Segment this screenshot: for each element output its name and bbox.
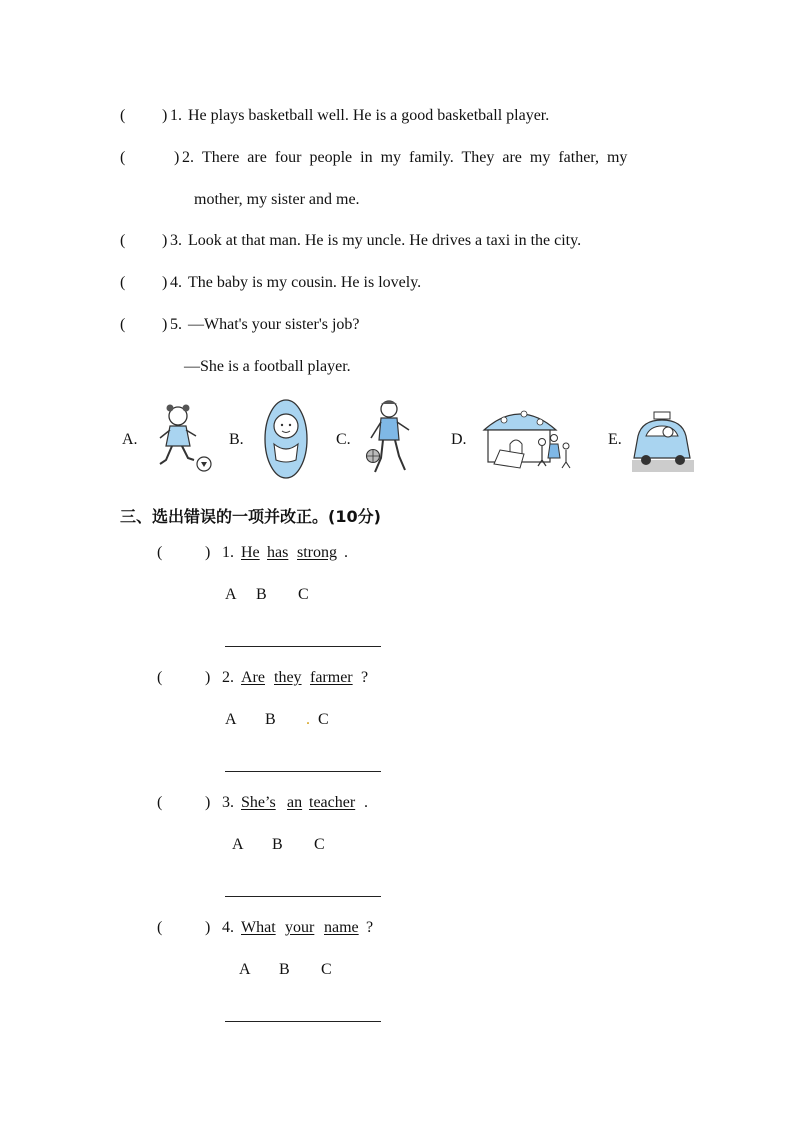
item-number: 1.: [170, 107, 182, 124]
answer-paren-close: ): [174, 149, 180, 166]
answer-paren-open: (: [157, 919, 163, 936]
option-word-b: your: [285, 919, 315, 936]
item-number: 3.: [170, 232, 182, 249]
answer-paren-open: (: [120, 107, 126, 124]
sentence-end: ?: [366, 919, 374, 936]
stray-dot: .: [306, 711, 310, 728]
correction-line[interactable]: [225, 896, 381, 897]
letter-b: B: [256, 586, 267, 603]
letter-a: A: [239, 961, 251, 978]
option-word-a: He: [241, 544, 260, 561]
option-word-b: an: [287, 794, 303, 811]
option-word-a: Are: [241, 669, 265, 686]
sentence-end: .: [344, 544, 348, 561]
item-number: 2.: [222, 669, 234, 686]
answer-paren-close: ): [205, 794, 211, 811]
option-word-a: What: [241, 919, 276, 936]
option-word-c: name: [324, 919, 359, 936]
item-number: 4.: [222, 919, 234, 936]
answer-paren-open: (: [120, 274, 126, 291]
answer-paren-close: ): [205, 669, 211, 686]
option-label-e: E.: [608, 431, 622, 448]
sentence-text: Look at that man. He is my uncle. He drives a taxi in the city.: [188, 232, 582, 249]
answer-paren-open: (: [120, 232, 126, 249]
answer-paren-close: ): [162, 316, 168, 333]
option-label-c: C.: [336, 431, 351, 448]
item-number: 5.: [170, 316, 182, 333]
option-word-a: She’s: [241, 794, 276, 811]
answer-paren-close: ): [162, 232, 168, 249]
sentence-end: .: [364, 794, 368, 811]
letter-a: A: [225, 586, 237, 603]
sentence-end: ?: [361, 669, 369, 686]
answer-paren-open: (: [157, 544, 163, 561]
answer-paren-close: ): [162, 274, 168, 291]
answer-paren-open: (: [157, 669, 163, 686]
sentence-text-continued: mother, my sister and me.: [194, 191, 360, 208]
option-label-b: B.: [229, 431, 244, 448]
answer-paren-open: (: [120, 149, 126, 166]
option-word-c: farmer: [310, 669, 353, 686]
item-number: 1.: [222, 544, 234, 561]
sentence-text: He plays basketball well. He is a good basketball player.: [188, 107, 550, 124]
baby-icon: [262, 398, 310, 480]
answer-paren-close: ): [162, 107, 168, 124]
letter-c: C: [298, 586, 309, 603]
item-number: 2.: [182, 149, 194, 166]
letter-b: B: [272, 836, 283, 853]
option-word-c: teacher: [309, 794, 356, 811]
option-word-b: has: [267, 544, 289, 561]
option-label-a: A.: [122, 431, 138, 448]
item-number: 4.: [170, 274, 182, 291]
letter-c: C: [314, 836, 325, 853]
family-house-icon: [480, 404, 576, 472]
sentence-text: There are four people in my family. They are my father, my: [202, 149, 628, 166]
letter-c: C: [321, 961, 332, 978]
section-heading: 三、选出错误的一项并改正。(10分): [120, 507, 381, 526]
correction-line[interactable]: [225, 771, 381, 772]
sentence-text: The baby is my cousin. He is lovely.: [188, 274, 422, 291]
letter-b: B: [265, 711, 276, 728]
dialog-question: —What's your sister's job?: [188, 316, 360, 333]
letter-a: A: [225, 711, 237, 728]
correction-line[interactable]: [225, 646, 381, 647]
item-number: 3.: [222, 794, 234, 811]
letter-a: A: [232, 836, 244, 853]
taxi-driver-icon: [632, 408, 694, 474]
answer-paren-open: (: [157, 794, 163, 811]
answer-paren-open: (: [120, 316, 126, 333]
dialog-answer: —She is a football player.: [184, 358, 351, 375]
answer-paren-close: ): [205, 544, 211, 561]
girl-football-icon: [152, 402, 214, 474]
option-word-b: they: [274, 669, 302, 686]
boy-basketball-icon: [365, 398, 417, 478]
correction-line[interactable]: [225, 1021, 381, 1022]
letter-b: B: [279, 961, 290, 978]
letter-c: C: [318, 711, 329, 728]
option-word-c: strong: [297, 544, 337, 561]
option-label-d: D.: [451, 431, 467, 448]
answer-paren-close: ): [205, 919, 211, 936]
